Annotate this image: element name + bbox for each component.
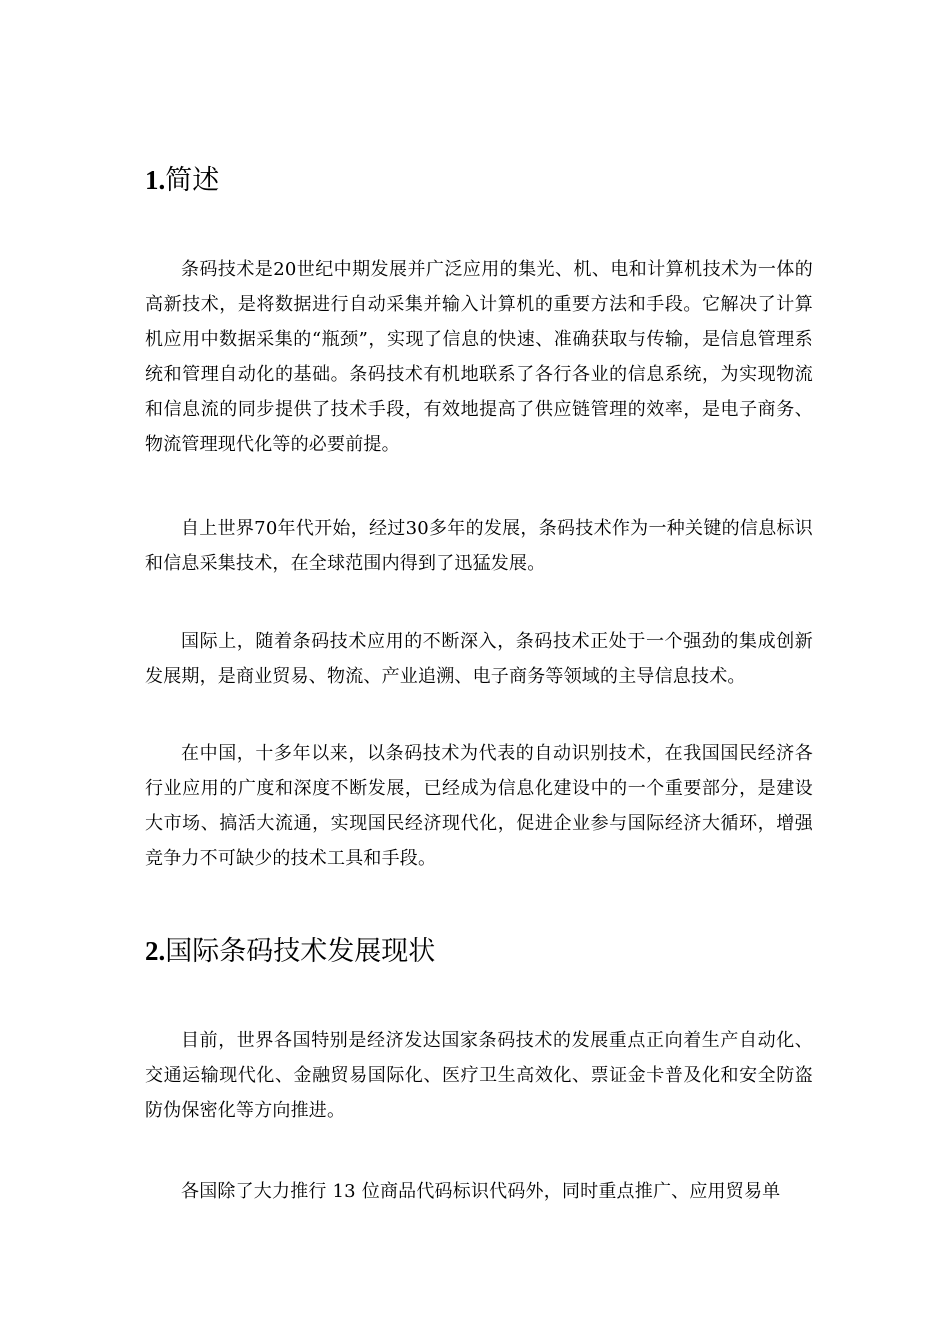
- section-1-paragraph-1: 条码技术是20世纪中期发展并广泛应用的集光、机、电和计算机技术为一体的高新技术，是将数据进行自动采集并输入计算机的重要方法和手段。它解决了计算机应用中数据采集的“瓶颈”，实现了信息的快速、准确获取与传输，是信息管理系统和管理自动化的基础。条码技术有机地联系了各行各业的信息系统，为实现物流和信息流的同步提供了技术手段，有效地提高了供应链管理的效率，是电子商务、物流管理现代化等的必要前提。: [145, 259, 813, 455]
- section-2-number: 2.: [145, 936, 166, 966]
- section-2-title: 国际条码技术发展现状: [165, 936, 436, 967]
- section-1-paragraph-3: 国际上，随着条码技术应用的不断深入，条码技术正处于一个强劲的集成创新发展期，是商业贸易、物流、产业追溯、电子商务等领域的主导信息技术。: [145, 631, 813, 687]
- section-1-paragraph-2: 自上世界70年代开始，经过30多年的发展，条码技术作为一种关键的信息标识和信息采集技术，在全球范围内得到了迅猛发展。: [145, 518, 813, 574]
- section-1-paragraph-4: 在中国，十多年以来，以条码技术为代表的自动识别技术，在我国国民经济各行业应用的广度和深度不断发展，已经成为信息化建设中的一个重要部分，是建设大市场、搞活大流通，实现国民经济现代化，促进企业参与国际经济大循环，增强竞争力不可缺少的技术工具和手段。: [145, 743, 813, 869]
- section-1-title: 简述: [165, 165, 220, 196]
- section-1-number: 1.: [145, 165, 166, 195]
- section-2-heading: [145, 931, 435, 972]
- section-2-paragraph-1: 目前，世界各国特别是经济发达国家条码技术的发展重点正向着生产自动化、交通运输现代化、金融贸易国际化、医疗卫生高效化、票证金卡普及化和安全防盗防伪保密化等方向推进。: [145, 1030, 813, 1121]
- section-1-heading: [145, 160, 219, 201]
- section-2-paragraph-2: 各国除了大力推行 13 位商品代码标识代码外，同时重点推广、应用贸易单: [181, 1181, 781, 1202]
